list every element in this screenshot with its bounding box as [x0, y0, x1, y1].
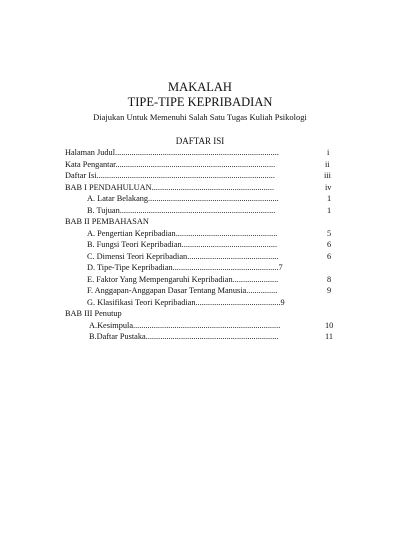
toc-entry-text: C. Dimensi Teori Kepribadian............................................ — [87, 251, 279, 261]
toc-entry-faktor — [65, 274, 335, 286]
table-of-contents — [65, 147, 335, 343]
toc-entry-text: G. Klasifikasi Teori Kepribadian.........................................9 — [87, 297, 285, 307]
toc-entry-bab-2 — [65, 216, 335, 228]
toc-entry-kata-pengantar — [65, 159, 335, 171]
toc-entry-text: BAB III Penutup — [65, 309, 122, 318]
toc-entry-text: B. Tujuan........................................................................... — [87, 205, 276, 215]
toc-entry-page: i — [327, 148, 330, 157]
toc-entry-klasifikasi — [65, 297, 335, 309]
toc-entry-page: 9 — [327, 286, 332, 295]
toc-entry-latar-belakang — [65, 193, 335, 205]
doc-title-makalah: MAKALAH — [168, 80, 232, 94]
toc-entry-text: B. Fungsi Teori Kepribadian.............................................. — [87, 240, 278, 249]
toc-entry-page: ii — [325, 159, 330, 169]
toc-entry-text: D. Tipe-Tipe Kepribadian...................................................7 — [87, 263, 283, 272]
toc-entry-page: 6 — [327, 251, 332, 261]
toc-entry-text: BAB I PENDAHULUAN........................................................... — [65, 182, 275, 192]
toc-entry-text: A.Kesimpula....................................................................... — [89, 320, 281, 330]
toc-entry-text: Kata Pengantar............................................................................. — [65, 159, 276, 169]
toc-entry-text: B.Daftar Pustaka................................................................ — [89, 332, 279, 341]
toc-entry-pengertian — [65, 228, 335, 240]
toc-entry-daftar-isi — [65, 170, 335, 182]
toc-entry-text: Daftar Isi...................................................................................... — [65, 171, 275, 180]
doc-subtitle: Diajukan Untuk Memenuhi Salah Satu Tugas Kuliah Psikologi — [93, 112, 307, 122]
toc-entry-text: A. Latar Belakang............................................................... — [87, 194, 279, 203]
toc-entry-page: 1 — [327, 194, 332, 203]
toc-entry-tujuan — [65, 205, 335, 217]
toc-entry-page: 8 — [327, 274, 332, 284]
toc-entry-page: 10 — [325, 320, 334, 330]
toc-heading: DAFTAR ISI — [175, 136, 225, 146]
toc-entry-page: 11 — [325, 332, 333, 341]
toc-entry-page: 5 — [327, 228, 332, 238]
toc-entry-bab-1 — [65, 182, 335, 194]
toc-entry-page: iii — [324, 171, 331, 180]
toc-entry-text: A. Pengertian Kepribadian................................................. — [87, 228, 278, 238]
toc-entry-text: Halaman Judul............................................................................... — [65, 148, 279, 157]
toc-entry-bab-3 — [65, 308, 335, 320]
toc-entry-dimensi — [65, 251, 335, 263]
toc-entry-kesimpulan — [65, 320, 335, 332]
toc-entry-text: F. Anggapan-Anggapan Dasar Tentang Manusia............... — [87, 286, 278, 295]
toc-entry-tipe-tipe — [65, 262, 335, 274]
toc-entry-halaman-judul — [65, 147, 335, 159]
toc-entry-page: 1 — [327, 205, 332, 215]
toc-entry-daftar-pustaka — [65, 331, 335, 343]
toc-entry-text: E. Faktor Yang Mempengaruhi Kepribadian...................... — [87, 274, 279, 284]
toc-entry-page: 6 — [327, 240, 332, 249]
doc-title-topic: TIPE-TIPE KEPRIBADIAN — [127, 95, 273, 109]
toc-entry-text: BAB II PEMBAHASAN — [65, 217, 149, 226]
toc-entry-anggapan — [65, 285, 335, 297]
toc-entry-page: iv — [325, 182, 332, 192]
toc-entry-fungsi — [65, 239, 335, 251]
